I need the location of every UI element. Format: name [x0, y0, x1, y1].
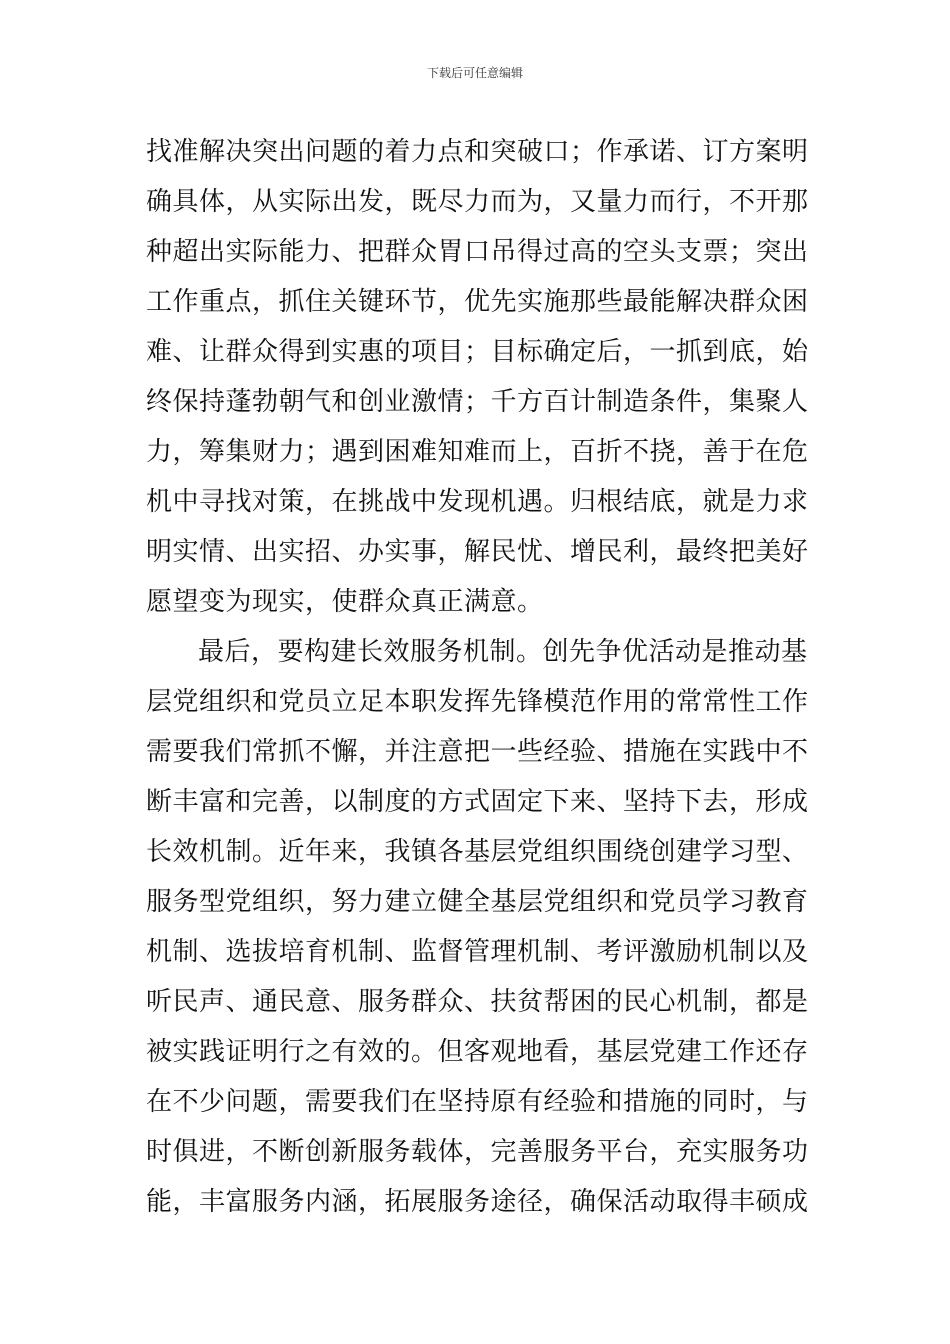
text-line: 在不少问题，需要我们在坚持原有经验和措施的同时，与: [146, 1087, 809, 1117]
text-line: 力，筹集财力；遇到困难知难而上，百折不挠，善于在危: [146, 437, 809, 467]
text-line: 被实践证明行之有效的。但客观地看，基层党建工作还存: [146, 1037, 809, 1067]
text-line: 层党组织和党员立足本职发挥先锋模范作用的常常性工作: [146, 687, 809, 717]
text-line: 明实情、出实招、办实事，解民忧、增民利，最终把美好: [146, 537, 809, 567]
text-line: 能，丰富服务内涵，拓展服务途径，确保活动取得丰硕成: [146, 1187, 809, 1217]
paragraph-2: [146, 627, 814, 1227]
text-line: 终保持蓬勃朝气和创业激情；千方百计制造条件，集聚人: [146, 387, 809, 417]
text-line: 愿望变为现实，使群众真正满意。: [146, 587, 544, 617]
text-line: 断丰富和完善，以制度的方式固定下来、坚持下去，形成: [146, 787, 809, 817]
text-line: 长效机制。近年来，我镇各基层党组织围绕创建学习型、: [146, 837, 809, 867]
text-line: 机中寻找对策，在挑战中发现机遇。归根结底，就是力求: [146, 487, 809, 517]
text-line: 找准解决突出问题的着力点和突破口；作承诺、订方案明: [146, 137, 809, 167]
text-line: 最后，要构建长效服务机制。创先争优活动是推动基: [198, 637, 808, 667]
text-line: 机制、选拔培育机制、监督管理机制、考评激励机制以及: [146, 937, 809, 967]
text-line: 服务型党组织，努力建立健全基层党组织和党员学习教育: [146, 887, 809, 917]
text-line: 工作重点，抓住关键环节，优先实施那些最能解决群众困: [146, 287, 809, 317]
page-header-note: 下载后可任意编辑: [426, 66, 523, 80]
paragraph-1: [146, 127, 814, 627]
text-line: 确具体，从实际出发，既尽力而为，又量力而行，不开那: [146, 187, 809, 217]
text-line: 听民声、通民意、服务群众、扶贫帮困的民心机制，都是: [146, 987, 809, 1017]
text-line: 种超出实际能力、把群众胃口吊得过高的空头支票；突出: [146, 237, 809, 267]
text-line: 需要我们常抓不懈，并注意把一些经验、措施在实践中不: [146, 737, 809, 767]
document-body: [146, 127, 814, 1227]
text-line: 难、让群众得到实惠的项目；目标确定后，一抓到底，始: [146, 337, 809, 367]
text-line: 时俱进，不断创新服务载体，完善服务平台，充实服务功: [146, 1137, 809, 1167]
